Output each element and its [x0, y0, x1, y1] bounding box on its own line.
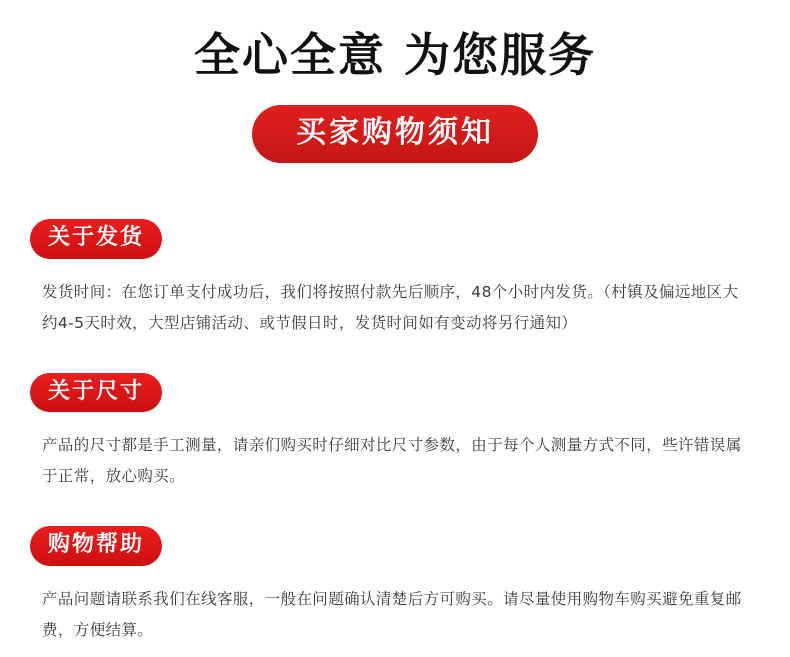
- section-help-tag-row: [24, 526, 766, 566]
- section-shipping: [0, 219, 790, 339]
- section-size-body: 产品的尺寸都是手工测量，请亲们购买时仔细对比尺寸参数，由于每个人测量方式不同，些许错误属于正常，放心购买。: [42, 436, 742, 486]
- section-size: [0, 373, 790, 493]
- subtitle-banner: [0, 105, 790, 163]
- section-shipping-body: 发货时间：在您订单支付成功后，我们将按照付款先后顺序，48个小时内发货。（村镇及偏远地区大约4-5天时效，大型店铺活动、或节假日时，发货时间如有变动将另行通知）: [42, 282, 739, 332]
- section-shipping-tag-row: [24, 219, 766, 259]
- section-help-tag: 购物帮助: [30, 526, 162, 566]
- page-title: 全心全意 为您服务: [193, 28, 596, 82]
- notice-page: [0, 28, 790, 657]
- section-size-tag-row: [24, 373, 766, 413]
- section-help-body: 产品问题请联系我们在线客服，一般在问题确认清楚后方可购买。请尽量使用购物车购买避免重复邮费，方便结算。: [42, 589, 742, 639]
- subtitle-pill: 买家购物须知: [252, 105, 538, 163]
- section-shipping-tag: 关于发货: [30, 219, 162, 259]
- section-size-tag: 关于尺寸: [30, 373, 162, 413]
- section-help: [0, 526, 790, 646]
